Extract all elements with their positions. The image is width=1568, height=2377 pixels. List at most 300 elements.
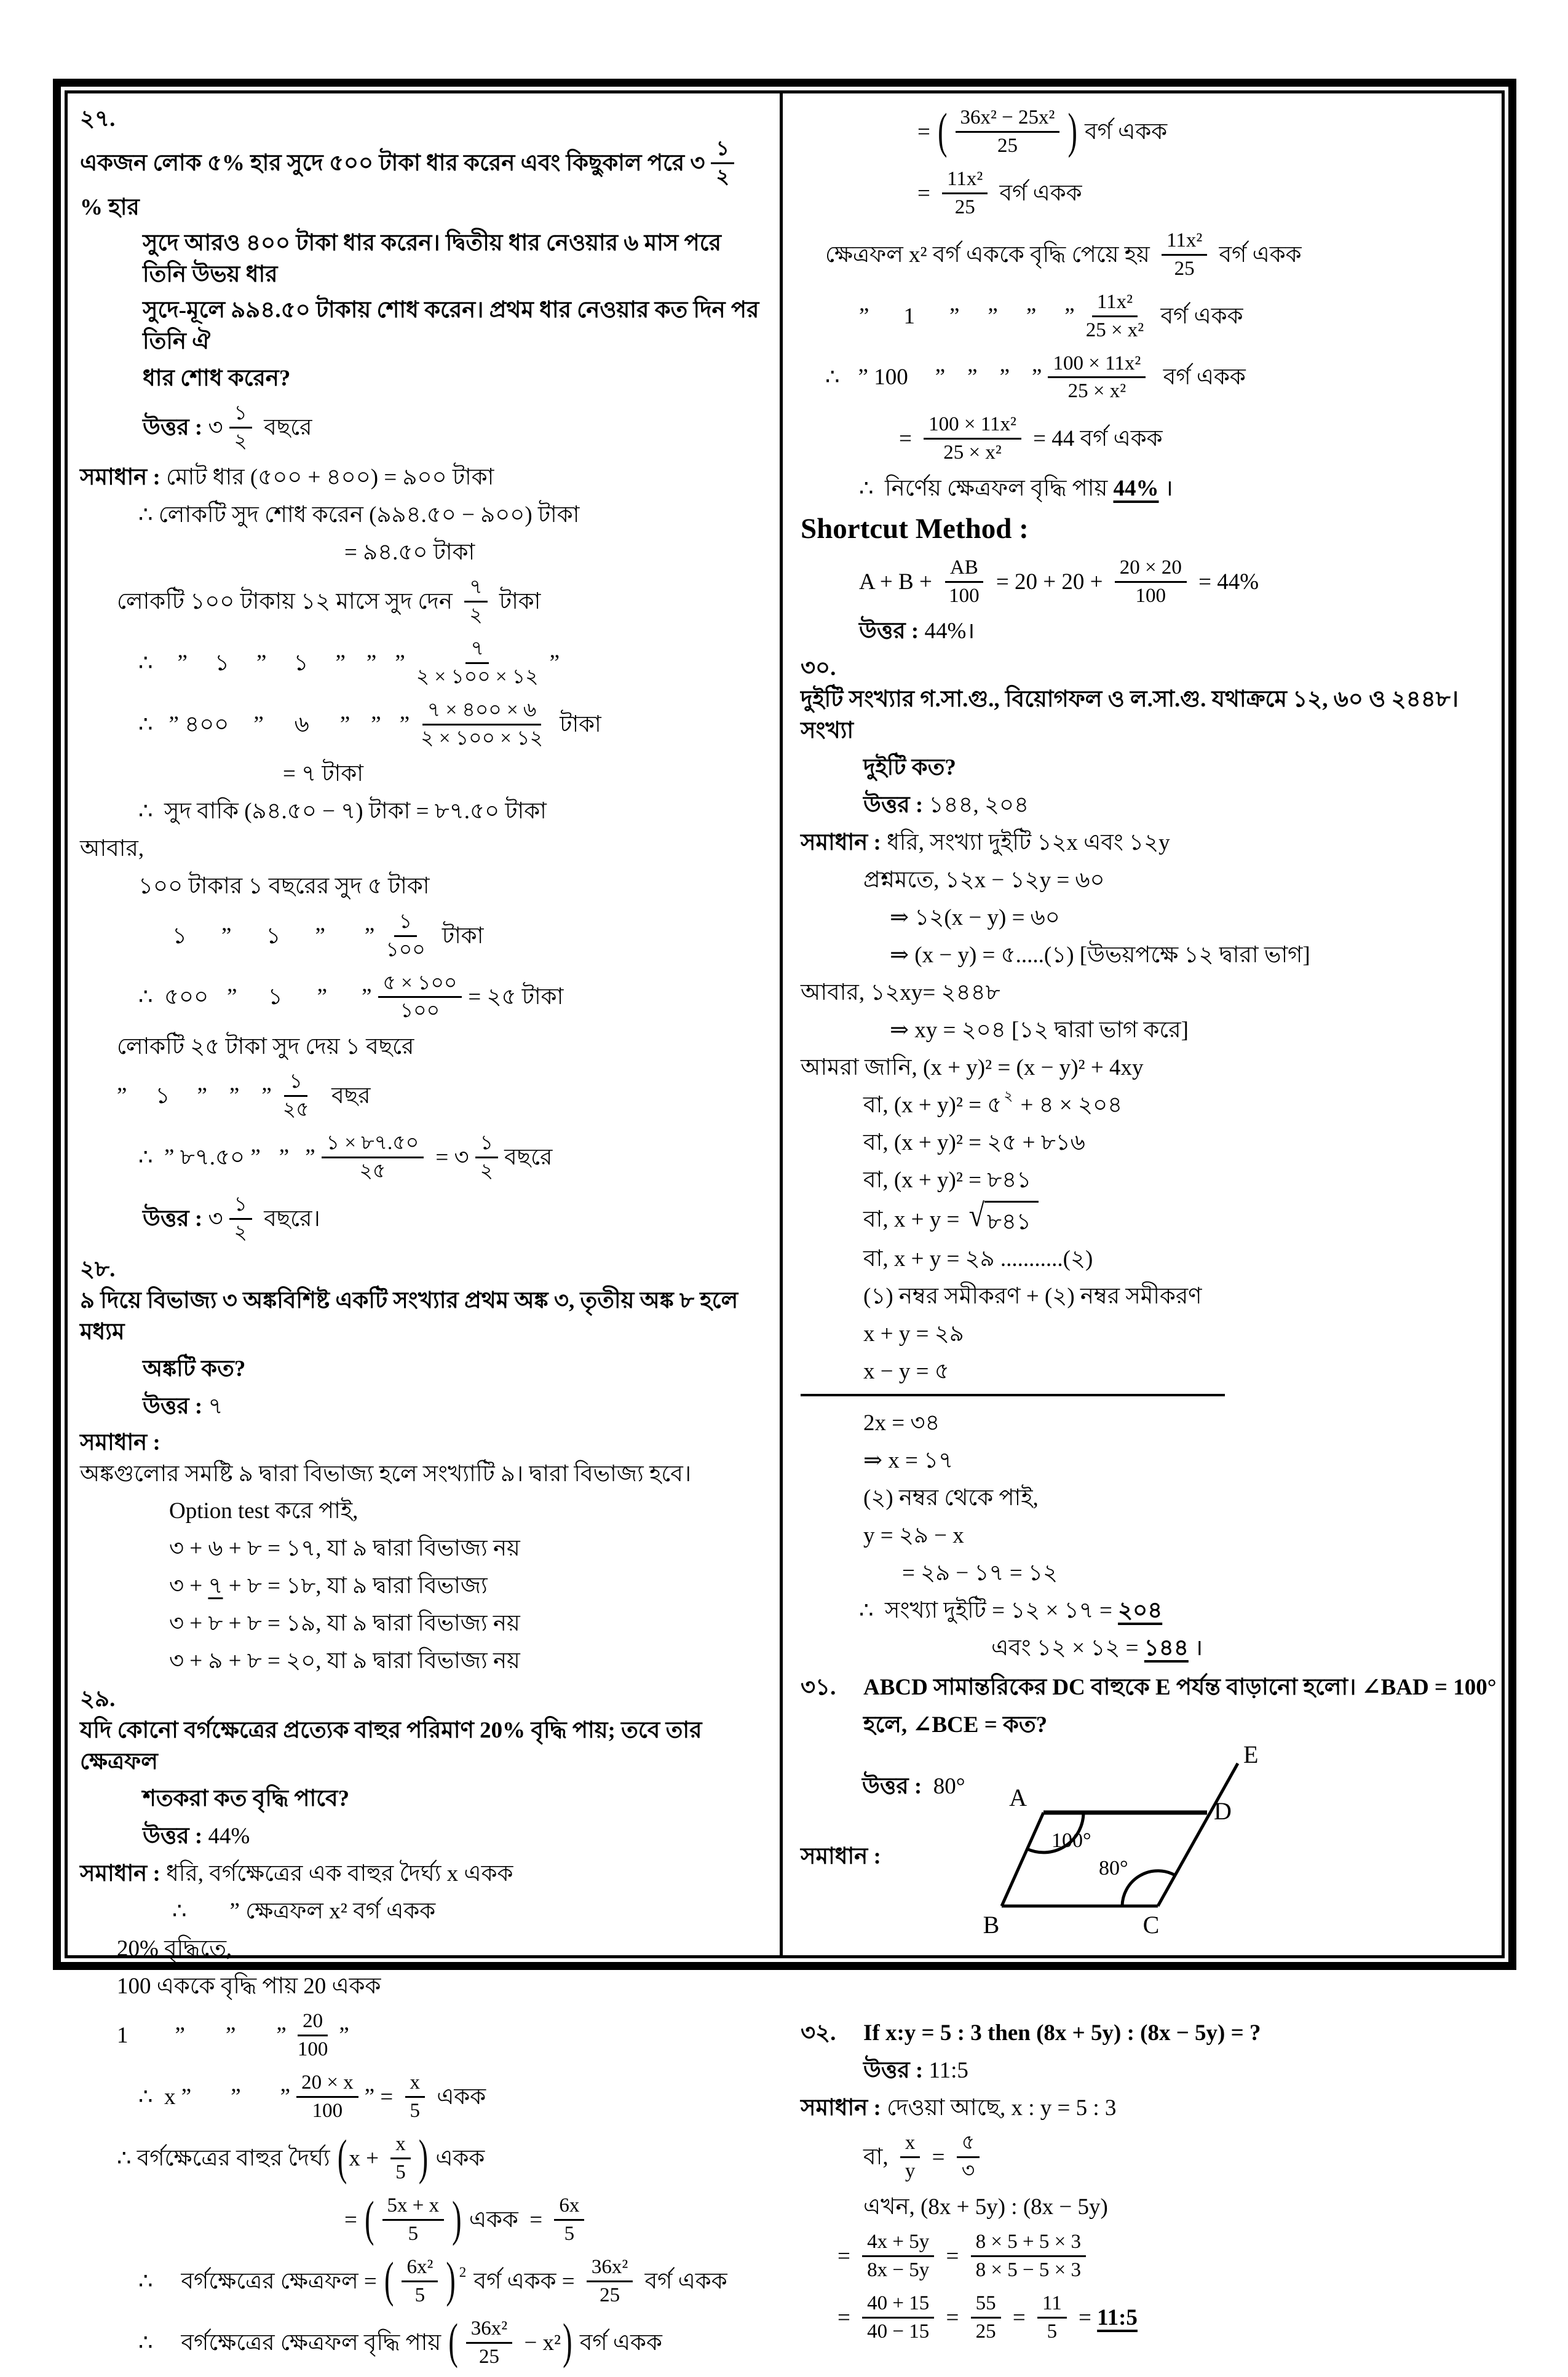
text: শতকরা কত বৃদ্ধি পাবে?: [143, 1786, 350, 1811]
text-line: [801, 165, 1499, 222]
text: ৩: [208, 1206, 223, 1232]
spacer: [978, 377, 1000, 378]
text: ৩ + ৮ + ৮ = ১৯, যা ৯ দ্বারা বিভাজ্য নয়: [169, 1610, 520, 1636]
answer-value: 80°: [933, 1774, 965, 1800]
text-line: [801, 1519, 1499, 1552]
text-line: [80, 2068, 767, 2126]
text-line: [801, 652, 1499, 746]
numerator: 4x + 5y: [862, 2230, 934, 2257]
numerator: 20 × 20: [1115, 556, 1187, 583]
fraction: [278, 1070, 314, 1122]
bold-text: উত্তর :: [859, 619, 925, 644]
denominator: ১০০: [400, 1000, 440, 1022]
text-line: [80, 498, 767, 531]
text-line: [80, 1030, 767, 1063]
fraction: [293, 2009, 333, 2062]
bold-text: উত্তর :: [143, 1393, 208, 1419]
fraction: [957, 2131, 980, 2183]
text-line: [801, 1013, 1499, 1046]
text-line: [801, 1708, 1499, 1741]
spacer: [381, 724, 400, 725]
text-line: [801, 1088, 1499, 1121]
text: ∴: [138, 650, 153, 676]
text: ৩ + ৯ + ৮ = ২০, যা ৯ দ্বারা বিভাজ্য নয়: [169, 1648, 520, 1674]
text-line: [80, 833, 767, 866]
text: ১: [155, 1083, 170, 1109]
text-line: [80, 1352, 767, 1385]
text-line: [80, 757, 767, 791]
text: ”: [988, 303, 998, 329]
text-line: [80, 969, 767, 1026]
text: লোকটি ২৫ টাকা সুদ দেয় ১ বছরে: [117, 1034, 414, 1059]
text: ⇒ ১২(x − y) = ৬০: [890, 904, 1060, 930]
fraction: [405, 2071, 426, 2123]
text-line: [80, 1190, 767, 1248]
bold-text: সমাধান :: [80, 464, 167, 490]
text-line: [80, 103, 767, 223]
open-paren: (: [448, 2314, 458, 2370]
text: ৬: [294, 711, 309, 737]
text: মোট ধার (৫০০ + ৪০০) = ৯০০ টাকা: [166, 464, 494, 490]
spacer: [153, 724, 169, 725]
text-line: [801, 509, 1499, 549]
text: বর্গ একক: [1079, 119, 1168, 144]
text-line: [801, 976, 1499, 1009]
text-line: [801, 472, 1499, 505]
text: =: [917, 180, 936, 206]
fraction: [475, 1131, 498, 1184]
text: = 44 বর্গ একক: [1027, 426, 1163, 452]
denominator: 25: [1174, 257, 1195, 280]
text: ”: [935, 365, 946, 390]
text: ১৪৪, ২০৪: [929, 792, 1029, 818]
text: 20% বৃদ্ধিতে,: [117, 1936, 232, 1961]
numerator: 36x²: [587, 2255, 633, 2282]
text: ”: [371, 711, 381, 737]
denominator: 5: [1047, 2320, 1058, 2343]
vertex-label-C: C: [1142, 1911, 1160, 1939]
text: ∴ ৫০০: [138, 984, 209, 1010]
text: ৩: [208, 415, 223, 441]
numerator: 11x²: [1092, 290, 1138, 317]
fraction: [464, 575, 487, 628]
column-divider: [780, 92, 783, 1956]
denominator: ২: [234, 430, 247, 453]
parallelogram-diagram: [948, 1741, 1280, 1955]
text-line: [80, 2314, 767, 2371]
text-line: [80, 1683, 767, 1778]
text: ∴: [825, 365, 840, 390]
text: ১০০ টাকার ১ বছরের সুদ ৫ টাকা: [138, 874, 430, 900]
numerator: AB: [945, 556, 983, 583]
vertex-label-D: D: [1214, 1797, 1232, 1825]
column-left: [80, 103, 767, 2376]
fraction: [1115, 556, 1187, 608]
denominator: 5: [564, 2222, 575, 2245]
text: দুইটি সংখ্যার গ.সা.গু., বিয়োগফল ও ল.সা.গু. যথাক্রমে ১২, ৬০ ও ২৪৪৮। সংখ্যা: [801, 687, 1465, 744]
text-line: [80, 1969, 767, 2003]
answer-highlight: 11:5: [1097, 2304, 1138, 2330]
text-line: [801, 901, 1499, 934]
numerator: 6x: [554, 2194, 584, 2221]
text: ”: [229, 1083, 240, 1109]
numerator: 8 × 5 + 5 × 3: [971, 2230, 1086, 2257]
text: ৯ দিয়ে বিভাজ্য ৩ অঙ্কবিশিষ্ট একটি সংখ্যার প্রথম অঙ্ক ৩, তৃতীয় অঙ্ক ৮ হলে মধ্যম: [80, 1288, 744, 1345]
text: x +: [349, 2146, 385, 2172]
numerator: 36x² − 25x²: [956, 106, 1060, 133]
numerator: x: [390, 2132, 411, 2159]
answer-highlight: ১৪৪: [1144, 1635, 1189, 1661]
text: =: [344, 2207, 363, 2233]
text: =: [926, 2145, 951, 2170]
text-line: [80, 295, 767, 357]
denominator: 25: [975, 2320, 996, 2343]
text-line: [80, 536, 767, 569]
fraction: [378, 971, 462, 1024]
text-line: [801, 1279, 1499, 1313]
text: ”: [335, 650, 346, 676]
open-paren: (: [384, 2253, 394, 2309]
text-line: [801, 615, 1499, 648]
text-line: [80, 908, 767, 965]
numerator: ১ × ৮৭.৫০: [322, 1131, 424, 1158]
fraction: [862, 2230, 934, 2282]
text: ”: [197, 1083, 207, 1109]
text: বা, (x + y)² = ৫: [863, 1092, 1002, 1118]
text: Option test করে পাই,: [169, 1498, 358, 1524]
fraction: [942, 167, 988, 220]
text-line: [801, 410, 1499, 467]
text-line: [80, 1819, 767, 1853]
denominator: ২৫: [359, 1160, 386, 1183]
denominator: 5: [410, 2100, 421, 2122]
text-line: [80, 1857, 767, 1890]
text: বর্গ একক: [574, 2330, 662, 2355]
text: ABCD সামান্তরিকের DC বাহুকে E পর্যন্ত বাড়ানো হলো। ∠BAD = 100°: [863, 1674, 1497, 1700]
numerator: 100 × 11x²: [924, 413, 1021, 440]
text-line: [80, 227, 767, 290]
text-line: [801, 1481, 1499, 1514]
text-line: [801, 2091, 1499, 2124]
numerator: ৭ × ৪০০ × ৬: [422, 698, 541, 726]
vertex-label-E: E: [1243, 1741, 1259, 1769]
spacer: [129, 2035, 175, 2036]
text: টাকা: [493, 588, 541, 614]
text: ”: [399, 711, 410, 737]
text: ”: [967, 365, 978, 390]
spacer: [959, 316, 988, 317]
text-line: [801, 103, 1499, 160]
text: ”: [315, 923, 325, 949]
text: বর্গক্ষেত্রের ক্ষেত্রফল =: [181, 2268, 383, 2294]
bold-text: উত্তর :: [143, 1206, 208, 1232]
text-line: [80, 795, 767, 828]
text: ”: [261, 1083, 272, 1109]
text: =: [1072, 2304, 1098, 2330]
text: ” ক্ষেত্রফল x² বর্গ একক: [229, 1898, 436, 1924]
text: ১: [266, 923, 281, 949]
fraction: [229, 1193, 252, 1245]
text-line: [80, 1254, 767, 1348]
text: একক: [431, 2084, 486, 2110]
text-line: [801, 1242, 1499, 1275]
denominator: 8x − 5y: [867, 2258, 930, 2281]
text-line: [80, 1607, 767, 1640]
denominator: 100: [312, 2100, 343, 2122]
radicand: ৮৪১: [984, 1201, 1039, 1238]
fraction: [971, 2230, 1086, 2282]
numerator: 11: [1037, 2292, 1067, 2319]
text-line: [801, 226, 1499, 283]
text: ”: [175, 2023, 185, 2049]
text: ”: [253, 711, 264, 737]
numerator: 36x²: [466, 2317, 512, 2344]
text: আবার,: [80, 836, 145, 862]
text: বা, x + y =: [863, 1206, 965, 1232]
spacer: [915, 316, 949, 317]
numerator: ৫ × ১০০: [378, 971, 462, 999]
fraction: [1081, 290, 1149, 342]
text: বা, (x + y)² = ৮৪১: [863, 1167, 1032, 1193]
text: y = ২৯ − x: [863, 1522, 964, 1548]
text-line: [801, 1163, 1499, 1196]
text: ∴: [138, 711, 153, 737]
text: ধার শোধ করেন?: [143, 365, 291, 391]
answer-label: উত্তর :: [862, 1774, 922, 1800]
text: একজন লোক ৫% হার সুদে ৫০০ টাকা ধার করেন এবং কিছুকাল পরে ৩: [80, 150, 705, 176]
text: 1: [903, 303, 915, 329]
bold-text: সমাধান :: [80, 1430, 167, 1456]
text: ”: [1064, 303, 1075, 329]
fraction: [390, 2132, 411, 2185]
text: বা,: [863, 2145, 894, 2170]
text: =: [899, 426, 918, 452]
text-line: [80, 1129, 767, 1186]
denominator: ২: [469, 604, 483, 627]
fraction: [1037, 2292, 1067, 2344]
text: এখন, (8x + 5y) : (8x − 5y): [863, 2194, 1108, 2220]
fraction: [466, 2317, 512, 2369]
text: ” ৪০০: [168, 711, 229, 737]
text: ∴ ” ৮৭.৫০ ”: [138, 1145, 261, 1171]
problem-number: ৩১.: [801, 1674, 836, 1700]
text: ∴ লোকটি সুদ শোধ করেন (৯৯৪.৫০ − ৯০০) টাকা: [138, 502, 580, 528]
spacer: [1010, 377, 1032, 378]
text: ”: [1032, 365, 1042, 390]
text: বর্গ একক: [1152, 365, 1246, 390]
text: = 44%: [1192, 569, 1259, 595]
text: ”: [177, 650, 188, 676]
text-line: [80, 2253, 767, 2310]
text: Shortcut Method :: [801, 513, 1029, 545]
text-line: [801, 1444, 1499, 1477]
denominator: 100: [1135, 585, 1166, 607]
text: =: [837, 2243, 857, 2269]
text: 44%: [208, 1823, 250, 1849]
text: − x²: [518, 2330, 561, 2355]
denominator: y: [905, 2160, 916, 2183]
fraction: [944, 556, 984, 608]
text: ∴ x ”: [138, 2084, 192, 2110]
text-line: [80, 1390, 767, 1423]
text-line: [801, 2190, 1499, 2223]
text-line: [801, 938, 1499, 971]
text: বছরে: [258, 415, 312, 441]
text: ⇒ xy = ২০৪ [১২ দ্বারা ভাগ করে]: [890, 1017, 1189, 1043]
text: আমরা জানি, (x + y)² = (x − y)² + 4xy: [801, 1054, 1144, 1080]
text: ৭: [208, 1393, 223, 1419]
text: ”: [276, 2023, 287, 2049]
text: ∴ নির্ণেয় ক্ষেত্রফল বৃদ্ধি পায়: [859, 475, 1114, 501]
text: % হার: [80, 194, 140, 220]
text: ”: [339, 2023, 349, 2049]
numerator: ১: [229, 401, 252, 429]
text-line: [801, 2228, 1499, 2285]
text: বর্গ একক: [639, 2268, 727, 2294]
numerator: ৭: [464, 575, 487, 603]
spacer: [264, 724, 295, 725]
problem-number: ২৯.: [80, 1687, 116, 1712]
text: বা, (x + y)² = ২৫ + ৮১৬: [863, 1129, 1085, 1155]
close-paren: ): [1067, 104, 1077, 159]
text: ∴: [172, 1898, 187, 1924]
vertex-label-A: A: [1009, 1784, 1027, 1812]
answer-highlight: 44%: [1113, 475, 1159, 501]
text: A + B +: [859, 569, 938, 595]
text: যদি কোনো বর্গক্ষেত্রের প্রত্যেক বাহুর পরিমাণ 20% বৃদ্ধি পায়; তবে তার ক্ষেত্রফল: [80, 1718, 708, 1775]
text-line: [801, 2289, 1499, 2346]
text: ১: [293, 650, 309, 676]
denominator: ২৫: [282, 1099, 309, 1121]
text-line: [801, 1126, 1499, 1159]
numerator: x: [900, 2131, 921, 2158]
denominator: ৩: [961, 2160, 975, 2183]
text-line: [801, 2054, 1499, 2087]
text-line: [801, 1197, 1499, 1238]
close-paren: ): [446, 2253, 456, 2309]
text: দেওয়া আছে, x : y = 5 : 3: [887, 2095, 1117, 2121]
text: ”: [395, 650, 405, 676]
square-root: [968, 1197, 1039, 1238]
fraction: [411, 637, 544, 689]
spacer: [185, 2035, 226, 2036]
radical-sign: √: [968, 1197, 984, 1233]
close-paren: ): [418, 2130, 429, 2186]
problem-number: ৩২.: [801, 2020, 836, 2046]
text-line: [801, 788, 1499, 821]
text: বর্গ একক: [1155, 303, 1243, 329]
fraction: [900, 2131, 921, 2183]
text: ” =: [364, 2084, 399, 2110]
text: ”: [1026, 303, 1037, 329]
text: ”: [859, 303, 869, 329]
underlined-text: ৭: [208, 1573, 223, 1599]
numerator: 6x²: [402, 2255, 438, 2282]
text: 1: [117, 2023, 129, 2049]
text: ”: [362, 984, 372, 1010]
fraction: [587, 2255, 633, 2308]
text: =: [837, 2304, 857, 2330]
text-line: [801, 751, 1499, 784]
text: ১: [214, 650, 229, 676]
numerator: 11x²: [942, 167, 988, 194]
open-paren: (: [938, 104, 948, 159]
text: প্রশ্নমতে, ১২x − ১২y = ৬০: [863, 867, 1105, 893]
numerator: ৫: [957, 2131, 980, 2158]
text-line: [80, 1427, 767, 1490]
numerator: ১: [394, 910, 417, 937]
text-line: [80, 399, 767, 456]
spacer: [869, 316, 903, 317]
open-paren: (: [337, 2130, 347, 2186]
text: সুদে আরও ৪০০ টাকা ধার করেন। দ্বিতীয় ধার নেওয়ার ৬ মাস পরে তিনি উভয় ধার: [143, 230, 727, 288]
denominator: ২ × ১০০ × ১২: [416, 665, 539, 688]
text: বর্গ একক: [1213, 242, 1302, 267]
spacer: [1036, 316, 1064, 317]
text: = ৯৪.৫০ টাকা: [344, 539, 475, 565]
denominator: 25 × x²: [1085, 318, 1144, 341]
fraction: [416, 698, 548, 751]
numerator: 20: [298, 2009, 328, 2036]
text-line: [80, 1932, 767, 1965]
text: =: [917, 119, 936, 144]
denominator: 25 × x²: [1067, 380, 1127, 403]
text: x + y = ২৯: [863, 1321, 964, 1347]
numerator: ১: [711, 137, 734, 164]
text-line: [80, 362, 767, 395]
open-paren: (: [365, 2192, 374, 2247]
text: বা, x + y = ২৯ ...........(২): [863, 1246, 1093, 1272]
numerator: 55: [971, 2292, 1001, 2319]
spacer: [229, 724, 253, 725]
denominator: ২: [234, 1222, 247, 1244]
numerator: 100 × 11x²: [1048, 352, 1146, 379]
denominator: 25: [954, 196, 975, 218]
problem-number: ২৮.: [80, 1257, 116, 1283]
numerator: ১: [229, 1193, 252, 1220]
text: 44%।: [924, 619, 975, 644]
fraction: [402, 2255, 438, 2308]
fraction: [229, 401, 252, 454]
solution-label: সমাধান :: [801, 1844, 881, 1870]
numerator: 5x + x: [382, 2194, 445, 2221]
bold-text: উত্তর :: [863, 792, 929, 818]
text: ৩ + ৬ + ৮ = ১৭, যা ৯ দ্বারা বিভাজ্য নয়: [169, 1535, 520, 1561]
numerator: 11x²: [1162, 229, 1207, 256]
text: ”: [117, 1083, 127, 1109]
superscript: 2: [459, 2264, 467, 2280]
text-line: [80, 1569, 767, 1602]
spacer: [261, 1157, 279, 1158]
spacer: [289, 1157, 305, 1158]
denominator: ২ × ১০০ × ১২: [421, 727, 544, 749]
text: =: [940, 2243, 965, 2269]
text-line: [801, 1594, 1499, 1627]
text-line: [80, 1644, 767, 1677]
spacer: [945, 377, 967, 378]
denominator: 5: [414, 2284, 426, 2306]
text-line: [80, 2191, 767, 2248]
text: ”: [366, 650, 377, 676]
text-line: [80, 1532, 767, 1565]
text-line: [801, 1317, 1499, 1350]
bold-text: সমাধান :: [80, 1861, 167, 1886]
denominator: ২: [480, 1160, 494, 1183]
spacer: [840, 377, 858, 378]
text: একক =: [463, 2207, 548, 2233]
text: সুদে-মূলে ৯৯৪.৫০ টাকায় শোধ করেন। প্রথম ধার নেওয়ার কত দিন পর তিনি ঐ: [143, 298, 765, 355]
text: = 20 + 20 +: [990, 569, 1109, 595]
